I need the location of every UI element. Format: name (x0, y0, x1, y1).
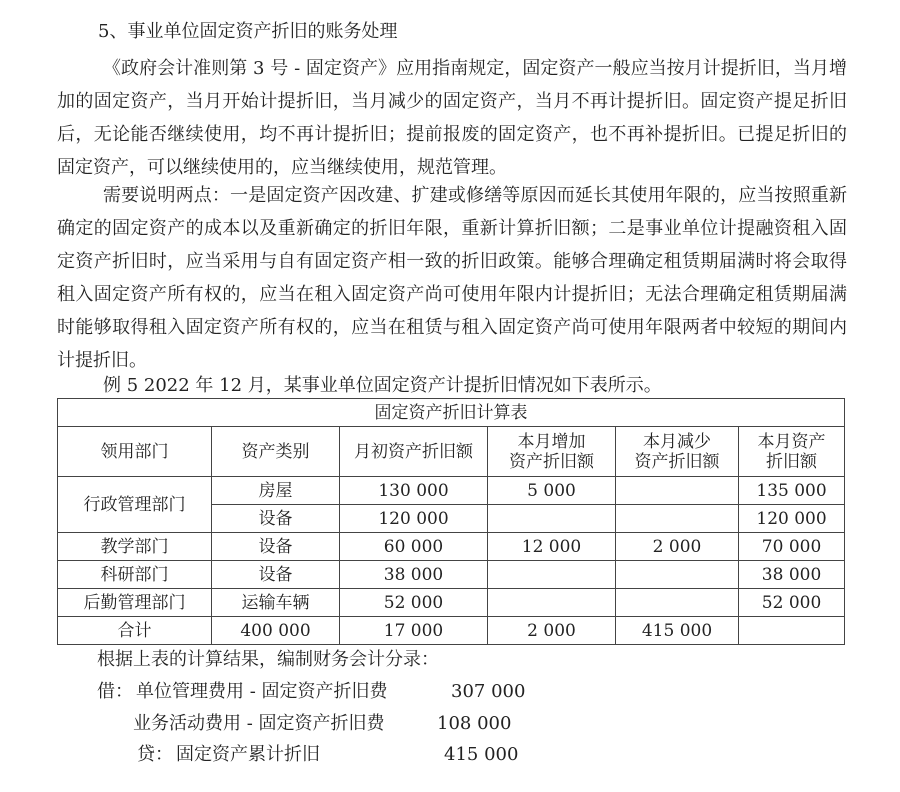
cell-opening: 52 000 (340, 589, 488, 617)
header-increase-line1: 本月增加 (517, 431, 586, 452)
debit1-amount: 307 000 (451, 681, 526, 702)
header-opening-depreciation: 月初资产折旧额 (340, 427, 488, 477)
cell-increase: 5 000 (488, 477, 616, 505)
cell-decrease: 2 000 (616, 533, 739, 561)
paragraph-two-notes: 需要说明两点：一是固定资产因改建、扩建或修缮等原因而延长其使用年限的，应当按照重新确定的固定资产的成本以及重新确定的折旧年限，重新计算折旧额；二是事业单位计提融资租入固定资产折旧时，应当采用与自有固定资产相一致的折旧政策。能够合理确定租赁期届满时将会取得租入固定资产所有权的，应当在租入固定资产尚可使用年限内计提折旧；无法合理确定租赁期届满时能够取得租入固定资产所有权的，应当在租赁与租入固定资产尚可使用年限两者中较短的期间内计提折旧。 (57, 185, 847, 371)
table-header-row (58, 427, 845, 477)
header-department: 领用部门 (58, 427, 212, 477)
cell-increase (488, 561, 616, 589)
cell-department: 后勤管理部门 (58, 589, 212, 617)
cell-total-4: 415 000 (616, 617, 739, 645)
header-decrease-line1: 本月减少 (643, 431, 711, 452)
debit1-account: 单位管理费用 - 固定资产折旧费 (136, 681, 388, 702)
header-increase (488, 427, 616, 477)
cell-increase (488, 589, 616, 617)
after-table-line: 根据上表的计算结果，编制财务会计分录： (97, 649, 439, 670)
paragraph-accounting-guide: 《政府会计准则第 3 号 - 固定资产》应用指南规定，固定资产一般应当按月计提折旧，当月增加的固定资产，当月开始计提折旧，当月减少的固定资产，当月不再计提折旧。固定资产提足折旧后，无论能否继续使用，均不再计提折旧；提前报废的固定资产，也不再补提折旧。已提足折旧的固定资产，可以继续使用的，应当继续使用，规范管理。 (57, 58, 847, 178)
header-asset-type: 资产类别 (212, 427, 340, 477)
cell-opening: 38 000 (340, 561, 488, 589)
cell-opening: 130 000 (340, 477, 488, 505)
cell-total-1: 400 000 (212, 617, 340, 645)
section-title: 5、事业单位固定资产折旧的账务处理 (98, 21, 398, 42)
table-caption-row (58, 399, 845, 427)
header-decrease-line2: 资产折旧额 (634, 451, 720, 472)
cell-increase: 12 000 (488, 533, 616, 561)
cell-asset-type: 设备 (212, 561, 340, 589)
cell-asset-type: 房屋 (212, 477, 340, 505)
cell-total-2: 17 000 (340, 617, 488, 645)
debit-prefix: 借： (97, 681, 133, 702)
cell-total-5 (739, 617, 845, 645)
cell-total-3: 2 000 (488, 617, 616, 645)
example-line: 例 5 2022 年 12 月，某事业单位固定资产计提折旧情况如下表所示。 (103, 375, 662, 396)
header-monthly-line1: 本月资产 (757, 431, 826, 452)
debit2-account: 业务活动费用 - 固定资产折旧费 (133, 713, 385, 734)
header-increase-line2: 资产折旧额 (509, 451, 594, 472)
cell-asset-type: 设备 (212, 505, 340, 533)
table-row (58, 477, 845, 505)
cell-asset-type: 运输车辆 (212, 589, 340, 617)
cell-decrease (616, 505, 739, 533)
header-monthly-line2: 折旧额 (766, 451, 818, 472)
table-row (58, 533, 845, 561)
table-row (58, 561, 845, 589)
header-monthly-depreciation (739, 427, 845, 477)
credit-account: 固定资产累计折旧 (176, 744, 320, 765)
cell-asset-type: 设备 (212, 533, 340, 561)
cell-monthly: 52 000 (739, 589, 845, 617)
table-total-row (58, 617, 845, 645)
cell-department: 行政管理部门 (58, 477, 212, 533)
table-row (58, 589, 845, 617)
cell-opening: 120 000 (340, 505, 488, 533)
cell-monthly: 38 000 (739, 561, 845, 589)
cell-increase (488, 505, 616, 533)
credit-amount: 415 000 (444, 744, 519, 765)
header-decrease (616, 427, 739, 477)
cell-monthly: 120 000 (739, 505, 845, 533)
cell-department: 科研部门 (58, 561, 212, 589)
table-caption: 固定资产折旧计算表 (58, 399, 845, 427)
cell-opening: 60 000 (340, 533, 488, 561)
depreciation-table (57, 398, 845, 645)
cell-monthly: 135 000 (739, 477, 845, 505)
cell-monthly: 70 000 (739, 533, 845, 561)
credit-prefix: 贷： (137, 744, 173, 765)
cell-decrease (616, 589, 739, 617)
cell-department: 教学部门 (58, 533, 212, 561)
debit2-amount: 108 000 (437, 713, 512, 734)
cell-decrease (616, 477, 739, 505)
cell-total-label: 合计 (58, 617, 212, 645)
cell-decrease (616, 561, 739, 589)
